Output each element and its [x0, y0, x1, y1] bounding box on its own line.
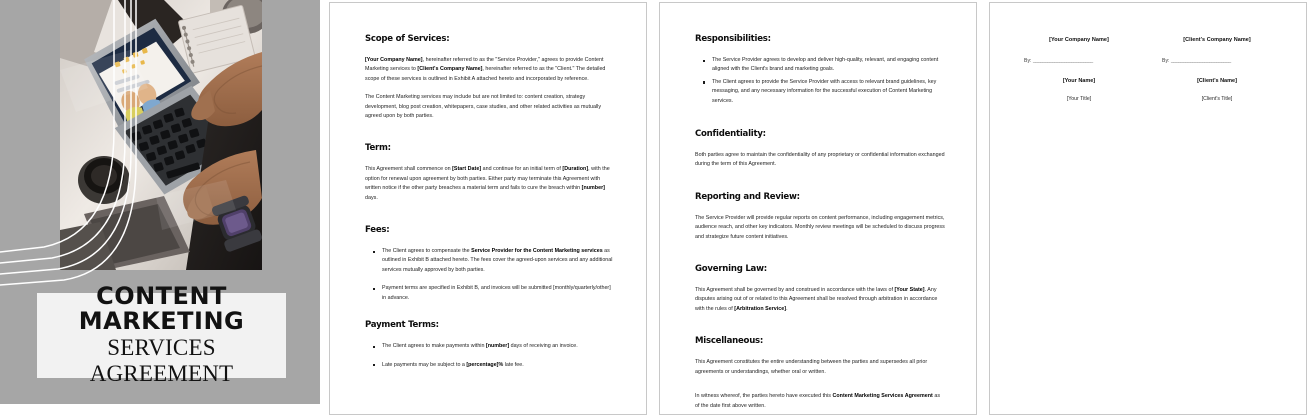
heading-term: Term:: [365, 142, 391, 154]
heading-confidentiality: Confidentiality:: [695, 128, 766, 140]
term-text-g: days.: [365, 194, 378, 201]
agreement-name-bold: Content Marketing Services Agreement: [832, 393, 933, 400]
spacer: [365, 130, 615, 142]
misc-p2-c: as of the date first above written.: [695, 393, 941, 409]
placeholder-your-state: [Your State]: [894, 287, 925, 294]
provider-by-label: By:: [1024, 58, 1032, 64]
scope-text-b: , hereinafter referred to as the "Service Provider," agrees to provide Content Marketing services to: [365, 57, 604, 73]
list-item: [382, 342, 615, 351]
gov-text-c: . Any disputes arising out of or related to this Agreement shall be resolved through arbitration in accordance with the rules of: [695, 287, 938, 312]
client-title: [Client's Title]: [1201, 96, 1233, 102]
signature-column-provider: [1010, 36, 1148, 104]
gov-text-e: .: [786, 305, 788, 312]
client-by-label: By:: [1162, 58, 1170, 64]
gov-text-a: This Agreement shall be governed by and construed in accordance with the laws of: [695, 287, 895, 294]
term-text-c: and continue for an initial term of: [481, 166, 563, 173]
list-item: The Client agrees to provide the Service Provider with access to relevant brand guidelines, key messaging, and any necessary information for the successful execution of Content Marketing services.: [712, 78, 945, 106]
spacer: [695, 179, 945, 191]
placeholder-percentage: [percentage]%: [466, 361, 504, 368]
cover-title-line-1: CONTENT: [96, 282, 227, 310]
placeholder-clients-company-name: [Client's Company Name]: [417, 66, 483, 73]
document-page-4-signatures[interactable]: [989, 2, 1307, 415]
spacer: [365, 212, 615, 224]
list-item: The Service Provider agrees to develop and deliver high-quality, relevant, and engaging content aligned with the Client's brand and marketing goals.: [712, 56, 945, 75]
payment-b1-c: days of receiving an invoice.: [509, 343, 578, 350]
paragraph-governing-law: [695, 286, 945, 314]
heading-miscellaneous: Miscellaneous:: [695, 335, 764, 347]
fees-b1-c: as outlined in Exhibit B attached hereto. The fees cover the agreed-upon services and any additional services mutually approved by both parties.: [382, 248, 613, 273]
scope-text-d: , hereinafter referred to as the "Client." The detailed scope of these services is outlined in Exhibit A attached hereto and incorporated by reference.: [365, 66, 606, 82]
spacer: [695, 251, 945, 263]
term-text-a: This Agreement shall commence on: [365, 166, 453, 173]
list-responsibilities: [695, 56, 945, 106]
signature-column-client: [1148, 36, 1286, 104]
cover-photo: [60, 0, 262, 270]
list-payment-terms: [365, 342, 615, 370]
provider-name: [Your Name]: [1062, 78, 1096, 84]
placeholder-number-days: [number]: [485, 343, 510, 350]
document-page-2[interactable]: [329, 2, 647, 415]
cover-title-line-2: MARKETING: [78, 307, 245, 335]
heading-payment-terms: Payment Terms:: [365, 319, 439, 331]
client-company-name: [Client's Company Name]: [1183, 37, 1251, 43]
fees-b1-a: The Client agrees to compensate the: [382, 248, 472, 255]
document-page-3[interactable]: [659, 2, 977, 415]
list-item: [382, 247, 615, 275]
payment-b1-a: The Client agrees to make payments within: [382, 343, 486, 350]
spacer: [695, 116, 945, 128]
paragraph-confidentiality: Both parties agree to maintain the confidentiality of any proprietary or confidential information exchanged during the term of this Agreement.: [695, 152, 945, 168]
cover-title-block: [37, 282, 286, 386]
cover-page[interactable]: [0, 0, 320, 404]
page-2-content: [330, 3, 646, 370]
provider-company-name: [Your Company Name]: [1049, 37, 1109, 43]
paragraph-term-1: [365, 165, 615, 203]
paragraph-scope-2: The Content Marketing services may include but are not limited to: content creation, strategy development, blog post creation, whitepapers, case studies, and other related activities as mutually agreed upon by both parties.: [365, 94, 602, 120]
paragraph-scope-1: [365, 56, 615, 84]
signature-block: [990, 3, 1306, 104]
heading-fees: Fees:: [365, 224, 390, 236]
provider-signature-rule: _________________________: [1032, 58, 1093, 64]
heading-responsibilities: Responsibilities:: [695, 33, 771, 44]
placeholder-arbitration-service: [Arbitration Service]: [734, 305, 787, 312]
client-signature-rule: _________________________: [1170, 58, 1231, 64]
fees-b1-bold: Service Provider for the Content Marketing services: [471, 248, 603, 255]
term-text-e: , with the option for renewal upon agreement by both parties. Either party may terminate this Agreement with written notice if the other party breaches a material term and fails to cure the breach within: [365, 166, 610, 192]
payment-b2-a: Late payments may be subject to a: [382, 361, 467, 368]
client-signature-line[interactable]: [1148, 57, 1286, 66]
payment-b2-c: late fee.: [503, 361, 524, 368]
spacer: [695, 323, 945, 335]
placeholder-your-company-name: [Your Company Name]: [365, 57, 423, 63]
paragraph-witness-whereof: [695, 392, 945, 411]
page-3-content: [660, 3, 976, 411]
provider-title: [Your Title]: [1066, 96, 1092, 102]
list-fees: [365, 247, 615, 303]
cover-subtitle: SERVICES AGREEMENT: [89, 335, 234, 386]
placeholder-number-cure: [number]: [581, 185, 605, 192]
list-item: [382, 361, 615, 370]
paragraph-reporting: The Service Provider will provide regular reports on content performance, including engagement metrics, audience reach, and other key indicators. Monthly review meetings will be scheduled to discuss progress and strategize future content initiatives.: [695, 214, 945, 240]
provider-signature-line[interactable]: [1010, 57, 1148, 66]
heading-scope-of-services: Scope of Services:: [365, 33, 450, 44]
client-name: [Client's Name]: [1197, 78, 1237, 84]
placeholder-duration: [Duration]: [562, 166, 589, 173]
heading-governing-law: Governing Law:: [695, 263, 767, 275]
heading-reporting-and-review: Reporting and Review:: [695, 190, 800, 202]
placeholder-start-date: [Start Date]: [452, 166, 482, 173]
paragraph-miscellaneous-1: This Agreement constitutes the entire understanding between the parties and supersedes all prior agreements or understandings, whether oral or written.: [695, 359, 928, 375]
list-item: Payment terms are specified in Exhibit B, and invoices will be submitted [monthly/quarterly/other] in advance.: [382, 284, 615, 303]
misc-p2-a: In witness whereof, the parties hereto have executed this: [695, 393, 833, 400]
